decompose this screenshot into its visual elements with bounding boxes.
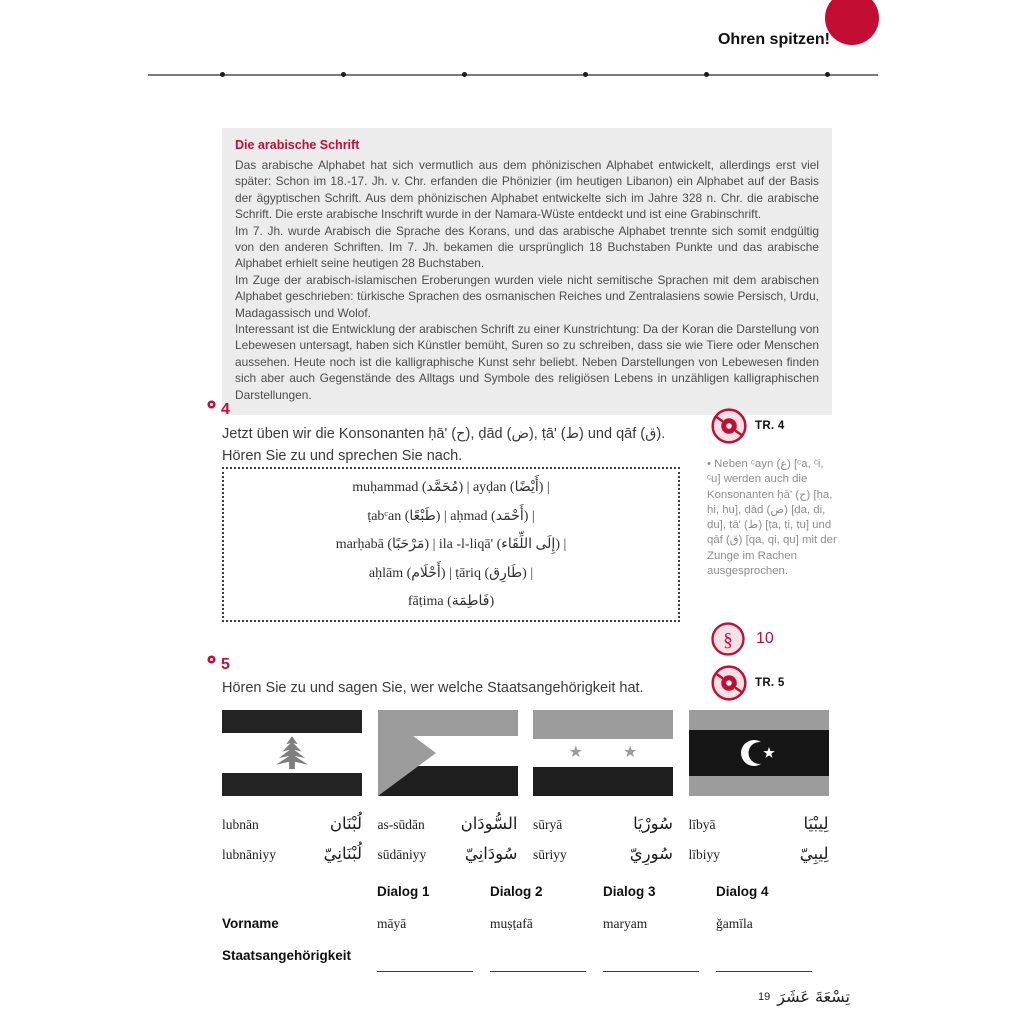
audio-disc-icon [710,407,748,445]
page-title: Ohren spitzen! [717,31,830,48]
page-footer [600,984,850,1010]
translit: lībyā [688,817,716,832]
exercise-bullet-icon [207,655,216,664]
dialog-column-header: Dialog 2 [490,884,543,899]
dialog-column-header: Dialog 4 [716,884,769,899]
country-adjectives-row [222,844,832,863]
exercise4-instruction-line2: Hören Sie zu und sprechen Sie nach. [222,447,463,464]
translit: as-sūdān [377,817,425,832]
star-icon: ★ [568,743,583,761]
infobox-paragraph: Im 7. Jh. wurde Arabisch die Sprache des Korans, und das arabische Alphabet trennte sich somit endgültig von den anderen Schriften. Im 7. Jh. bekamen die ursprünglich 18 Buchstaben Punkte und das arabische Alphabet erhielt seine heutigen 28 Buchstaben. [235,223,819,271]
country-adjective [378,844,518,863]
word-line: ṭabᶜan (طَبْعًا) | aḥmad (أَحْمَد) | [367,508,535,524]
exercise4-instruction [222,424,702,467]
infobox-title: Die arabische Schrift [235,138,360,152]
translit: lībiyy [688,847,721,862]
translit: sūryā [533,817,563,832]
arabic-word: لُبْنَانِيّ [323,844,362,863]
rule-dot [704,72,709,77]
answer-blank[interactable] [603,957,699,972]
page-number: 19 [757,991,771,1003]
svg-text:§: § [723,629,733,651]
answer-blank[interactable] [716,957,812,972]
flag-stripe [689,776,829,796]
country-noun [533,814,673,833]
arabic-word: لِيبِيّ [799,844,829,863]
country-noun [378,814,518,833]
vorname-value: muṣṭafā [490,916,533,931]
flag-stripe [222,733,362,773]
flag-stripe [689,730,829,776]
translit: lubnān [222,817,259,832]
country-adjective [689,844,829,863]
vorname-value: maryam [603,916,648,931]
flag-stripe [222,773,362,796]
track4-badge [710,407,785,445]
corner-circle-decoration [825,0,879,45]
infobox-paragraph: Im Zuge der arabisch-islamischen Eroberungen wurden viele nicht semitische Sprachen mit dem arabischen Alphabet geschrieben: türkische Sprachen des osmanischen Reiches und Zentralasiens sowie Persisch, Urdu, Madagassisch und Wolof. [235,272,819,320]
vorname-row-label: Vorname [222,916,279,931]
arabic-word: سُورِيّ [629,844,673,863]
sudan-flag [378,710,518,796]
arabic-word: سُودَانِيّ [464,844,518,863]
word-line: fāṭima (فَاطِمَة) [407,594,495,610]
exercise4-word-box [222,467,680,622]
dialog-table [222,884,832,976]
flag-stripe [533,739,673,767]
vorname-value: māyā [377,916,407,931]
track4-label: TR. 4 [755,420,785,432]
dialog-column-header: Dialog 1 [377,884,430,899]
exercise5-instruction: Hören Sie zu und sagen Sie, wer welche Staatsangehörigkeit hat. [222,680,644,696]
arabic-word: لِيبْيَا [803,814,829,833]
flag-hoist-triangle [378,710,436,796]
vorname-value: ǧamīla [716,916,753,931]
track5-label: TR. 5 [755,677,785,689]
answer-blank[interactable] [490,957,586,972]
star-icon: ★ [623,743,638,761]
grammar-reference [710,621,774,657]
dialog-column-header: Dialog 3 [603,884,656,899]
exercise5-number: 5 [221,656,230,673]
country-noun [222,814,362,833]
cedar-tree-icon [268,734,316,772]
flag-stripe [222,710,362,733]
translit: sūriyy [533,847,567,862]
top-rule [148,74,878,76]
rule-dot [462,72,467,77]
word-line: aḥlām (أَحْلَام) | ṭāriq (طَارِق) | [368,565,534,581]
flag-stripe [689,710,829,730]
staatsangehoerigkeit-row-label: Staatsangehörigkeit [222,948,352,963]
crescent-star-icon [736,733,782,773]
infobox-paragraph: Das arabische Alphabet hat sich vermutlich aus dem phönizischen Alphabet entwickelt, allerdings erst viel später: Schon im 18.-17. Jh. v. Chr. erfanden die Phönizier (im heutigen Libanon) ein Alphabet auf der Basis der ägyptischen Schrift. Aus dem phönizischen Alphabet entwickelte sich im Jahre 328 n. Chr. die arabische Schrift. Die erste arabische Inschrift wurde in der Namara-Wüste entdeckt und ist eine Grabinschrift. [235,158,819,222]
answer-blank[interactable] [377,957,473,972]
flag-stripe [533,710,673,739]
margin-note: • Neben ᶜayn (ع) [ᶜa, ᶜi, ᶜu] werden auch die Konsonanten ḥā' (ح) [ḥa, ḥi, ḥu], ḍād (ض) [ḍa, ḍi, ḍu], ṭā' (ط) [ṭa, ṭi, ṭu] und qāf (ق) [qa, qi, qu] mit der Zunge im Rachen ausgesprochen. [707,458,837,578]
translit: sūdāniyy [377,847,427,862]
rule-dot [220,72,225,77]
infobox-paragraph: Interessant ist die Entwicklung der arabischen Schrift zu einer Kunstrichtung: Da der Koran die Darstellung von Lebewesen untersagt, haben sich Künstler bemüht, Suren so zu schreiben, dass sie wie Tiere oder Menschen aussehen. Heute noch ist die kalligraphische Kunst sehr beliebt. Neben Darstellungen von Lebewesen finden sich aber auch Gegenstände des Alltags und Symbole des religiösen Lebens in unzähligen kalligraphischen Darstellungen. [235,322,819,402]
infobox-arabic-script [222,128,832,415]
flag-stripe [533,767,673,796]
translit: lubnāniyy [222,847,276,862]
rule-dot [341,72,346,77]
country-adjective [222,844,362,863]
country-adjective [533,844,673,863]
country-nouns-row [222,814,832,833]
exercise4-instruction-line1: Jetzt üben wir die Konsonanten ḥā' (ح), ḍād (ض), ṭā' (ط) und qāf (ق). [222,426,666,442]
flags-row [222,710,832,796]
rule-dot [825,72,830,77]
arabic-word: السُّودَان [460,814,518,833]
grammar-ref-number: 10 [756,630,774,647]
country-noun [689,814,829,833]
paragraph-section-icon [710,621,746,657]
arabic-word: سُورْيَا [633,814,673,833]
exercise4-number: 4 [221,401,230,418]
word-line: marḥabā (مَرْحَبًا) | ila -l-liqā' (إِلَى اللِّقَاء) | [335,537,567,553]
exercise-bullet-icon [207,400,216,409]
page-number-arabic: تِسْعَةَ عَشَرَ [777,987,850,1006]
arabic-word: لُبْنَان [329,814,362,833]
libya-flag [689,710,829,796]
syria-flag [533,710,673,796]
word-line: muḥammad (مُحَمَّد) | ayḍan (أَيْضًا) | [352,480,550,495]
rule-dot [583,72,588,77]
lebanon-flag [222,710,362,796]
